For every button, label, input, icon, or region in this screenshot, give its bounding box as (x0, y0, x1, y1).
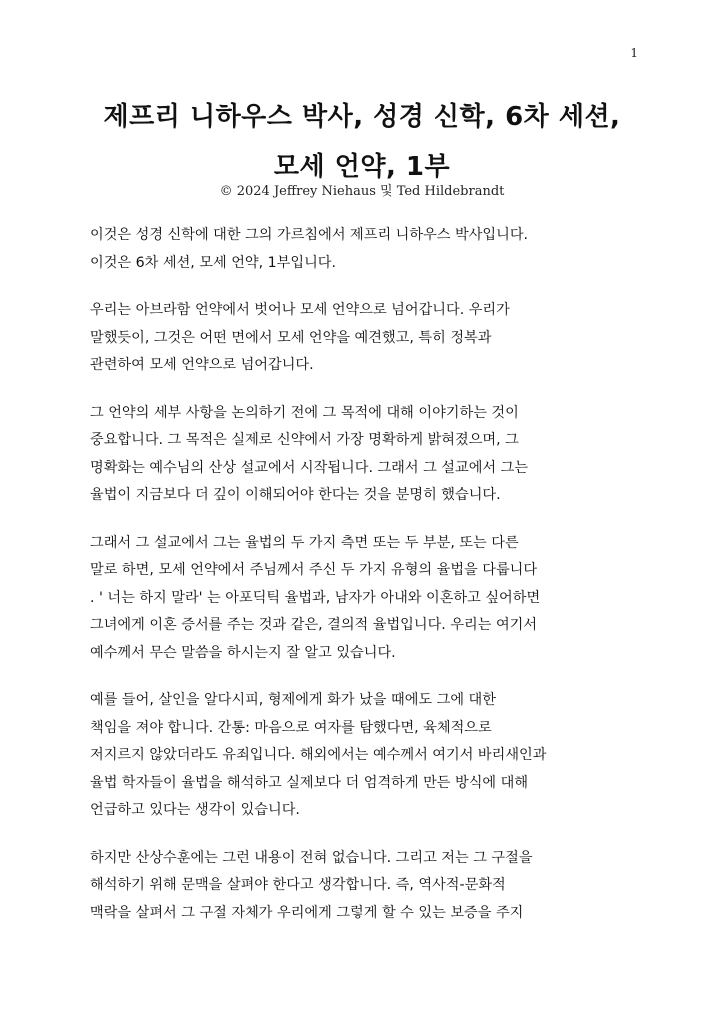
paragraph: 그 언약의 세부 사항을 논의하기 전에 그 목적에 대해 이야기하는 것이 중요합니다. 그 목적은 실제로 신약에서 가장 명확하게 밝혀졌으며, 그 명확화는 예수님의 산상 설교에서 시작됩니다. 그래서 그 설교에서 그는 율법이 지금보다 더 깊이 이해되어야 한다는 것을 분명히 했습니다. (90, 404, 529, 503)
copyright-line: © 2024 Jeffrey Niehaus 및 Ted Hildebrandt (219, 184, 505, 199)
paragraph: 하지만 산상수훈에는 그런 내용이 전혀 없습니다. 그리고 저는 그 구절을 해석하기 위해 문맥을 살펴야 한다고 생각합니다. 즉, 역사적-문화적 맥락을 살펴서 그 구절 자체가 우리에게 그렇게 할 수 있는 보증을 주지 (90, 849, 533, 921)
document-body (90, 222, 640, 947)
document-title (60, 92, 664, 192)
paragraph: 예를 들어, 살인을 알다시피, 형제에게 화가 났을 때에도 그에 대한 책임을 져야 합니다. 간통: 마음으로 여자를 탐했다면, 육체적으로 저지르지 않았더라도 유죄입니다. 해외에서는 예수께서 여기서 바리새인과 율법 학자들이 율법을 해석하고 실제보다 더 엄격하게 만든 방식에 대해 언급하고 있다는 생각이 있습니다. (90, 692, 547, 818)
paragraph: 이것은 성경 신학에 대한 그의 가르침에서 제프리 니하우스 박사입니다. 이것은 6차 세션, 모세 언약, 1부입니다. (90, 227, 529, 271)
paragraph: 우리는 아브라함 언약에서 벗어나 모세 언약으로 넘어갑니다. 우리가 말했듯이, 그것은 어떤 면에서 모세 언약을 예견했고, 특히 정복과 관련하여 모세 언약으로 넘어갑니다. (90, 302, 510, 373)
paragraph: 그래서 그 설교에서 그는 율법의 두 가지 측면 또는 두 부분, 또는 다른 말로 하면, 모세 언약에서 주님께서 주신 두 가지 유형의 율법을 다룹니다 . ' 너는 하지 말라' 는 아포딕틱 율법과, 남자가 아내와 이혼하고 싶어하면 그녀에게 이혼 증서를 주는 것과 같은, 결의적 율법입니다. 우리는 여기서 예수께서 무슨 말씀을 하시는지 잘 알고 있습니다. (90, 534, 541, 661)
page-number: 1 (630, 46, 638, 60)
document-title-text: 제프리 니하우스 박사, 성경 신학, 6차 세션, 모세 언약, 1부 (103, 102, 621, 182)
